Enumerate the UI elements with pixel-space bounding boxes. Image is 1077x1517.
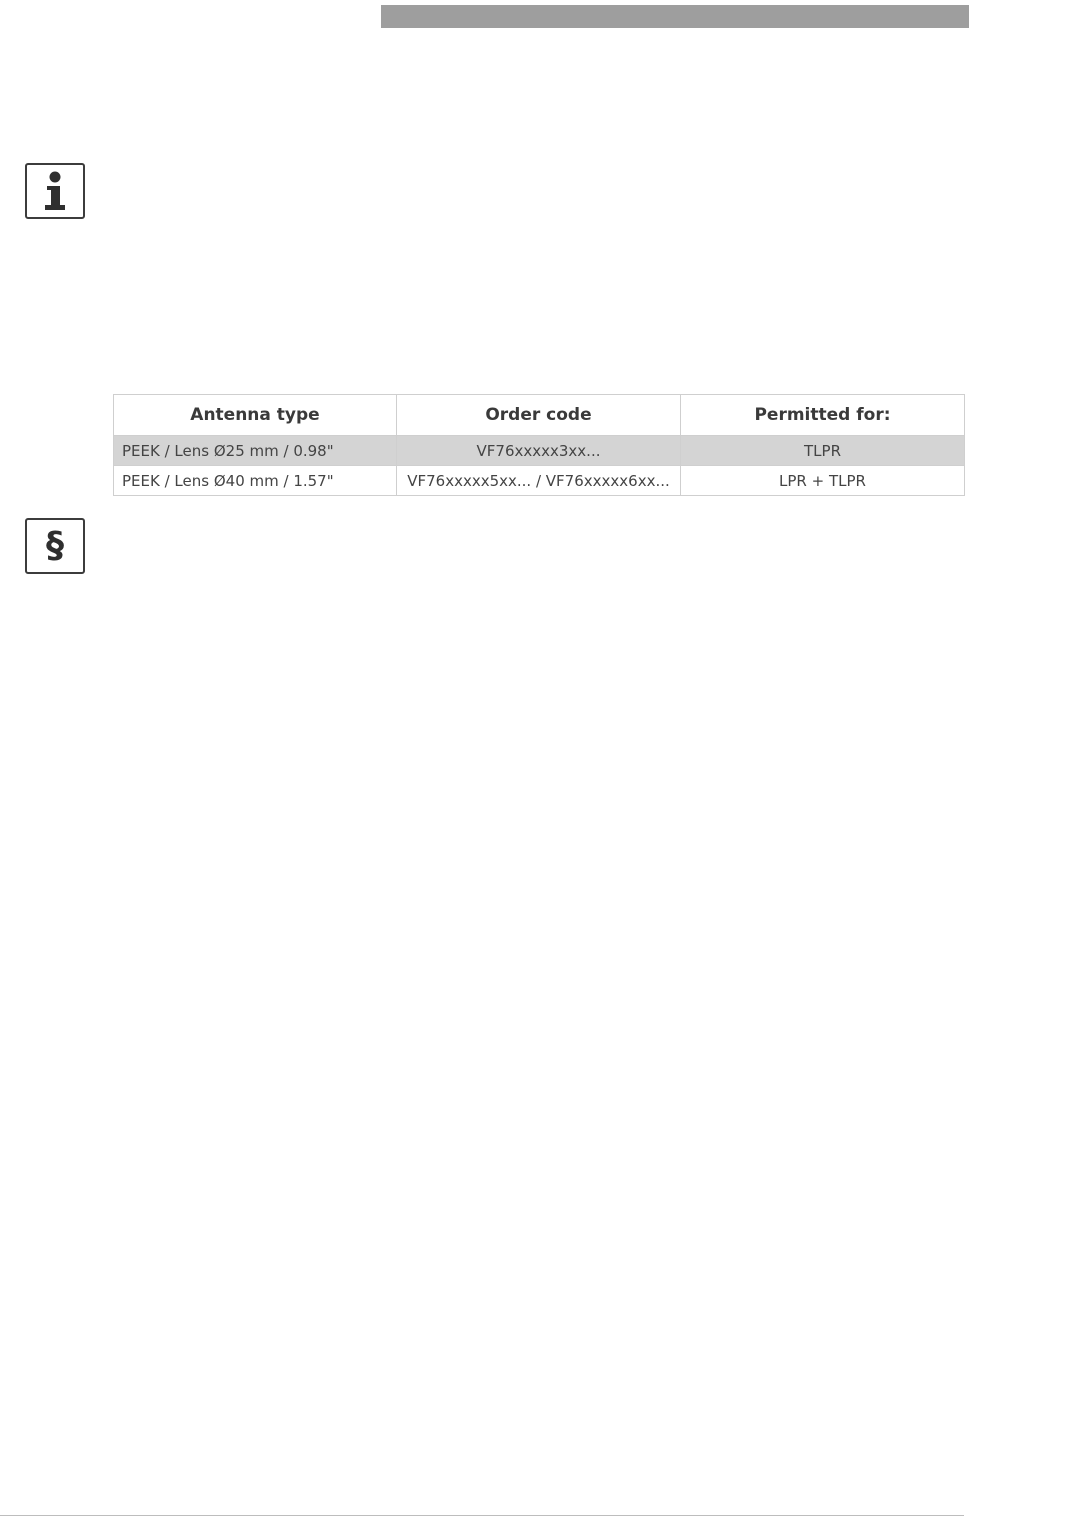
info-icon bbox=[25, 163, 85, 219]
footer-divider bbox=[0, 1515, 964, 1516]
section-sign-icon bbox=[25, 518, 85, 574]
permitted-for-cell: LPR + TLPR bbox=[681, 466, 965, 496]
column-header-antenna-type: Antenna type bbox=[114, 395, 397, 436]
permitted-for-cell: TLPR bbox=[681, 436, 965, 466]
antenna-type-cell: PEEK / Lens Ø40 mm / 1.57" bbox=[114, 466, 397, 496]
antenna-type-table bbox=[113, 394, 965, 496]
column-header-order-code: Order code bbox=[397, 395, 681, 436]
column-header-permitted-for: Permitted for: bbox=[681, 395, 965, 436]
order-code-cell: VF76xxxxx3xx... bbox=[397, 436, 681, 466]
table-header-row bbox=[114, 395, 965, 436]
antenna-type-cell: PEEK / Lens Ø25 mm / 0.98" bbox=[114, 436, 397, 466]
page-header-bar bbox=[381, 5, 969, 28]
section-sign-glyph: § bbox=[46, 525, 64, 566]
table-row bbox=[114, 436, 965, 466]
order-code-cell: VF76xxxxx5xx... / VF76xxxxx6xx... bbox=[397, 466, 681, 496]
table-row bbox=[114, 466, 965, 496]
